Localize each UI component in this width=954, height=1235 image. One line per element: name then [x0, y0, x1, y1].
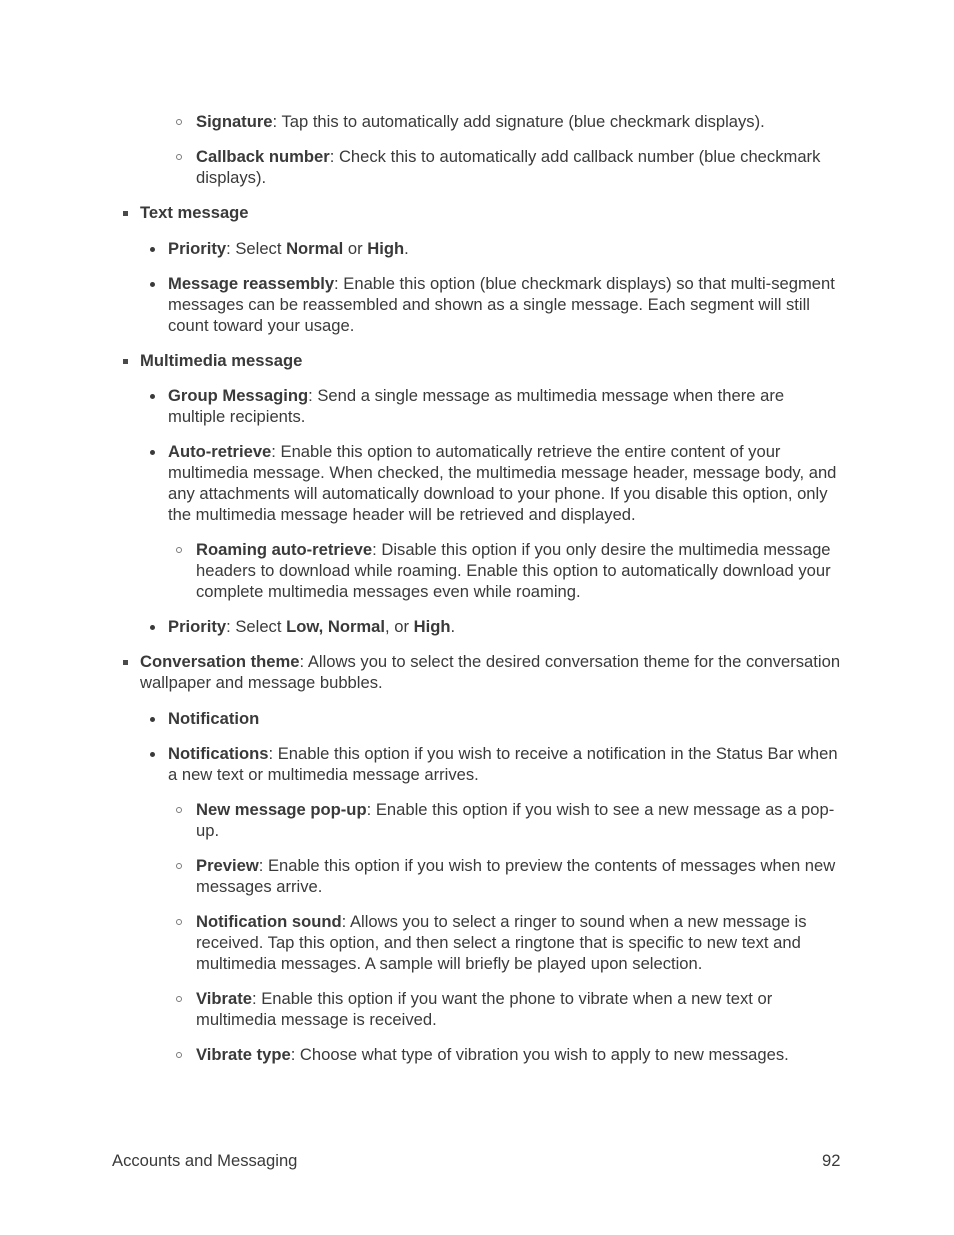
hollow-circle-bullet-icon — [176, 996, 182, 1002]
description-text: : Enable this option if you wish to see a new message as a pop-up. — [196, 800, 835, 840]
bold-term: Text message — [140, 203, 249, 222]
list-item-text — [196, 111, 842, 132]
list-item-text — [196, 539, 842, 602]
list-item-text — [196, 911, 842, 974]
description-text: : Choose what type of vibration you wish to apply to new messages. — [290, 1045, 789, 1064]
bold-term: Notification — [168, 709, 260, 728]
round-bullet-icon — [150, 394, 155, 399]
round-bullet-icon — [150, 752, 155, 757]
bold-term: Group Messaging — [168, 386, 309, 405]
hollow-circle-bullet-icon — [176, 154, 182, 160]
list-item — [140, 350, 842, 371]
round-bullet-icon — [150, 282, 155, 287]
list-item — [140, 202, 842, 223]
bold-term: High — [367, 239, 405, 258]
list-item-text — [168, 708, 842, 729]
bold-term: Multimedia message — [140, 351, 303, 370]
bold-term: New message pop-up — [196, 800, 367, 819]
list-item — [196, 111, 842, 132]
list-item — [196, 539, 842, 602]
list-item-text — [196, 988, 842, 1030]
square-bullet-icon — [123, 211, 128, 216]
list-item-text — [168, 238, 842, 259]
bold-term: Priority — [168, 617, 227, 636]
bold-term: Conversation theme — [140, 652, 300, 671]
list-item — [196, 855, 842, 897]
bold-term: Roaming auto-retrieve — [196, 540, 373, 559]
description-text: : Select — [226, 617, 287, 636]
description-text: , or — [385, 617, 414, 636]
hollow-circle-bullet-icon — [176, 119, 182, 125]
description-text: : Enable this option if you wish to preview the contents of messages when new messages arrive. — [196, 856, 836, 896]
hollow-circle-bullet-icon — [176, 807, 182, 813]
square-bullet-icon — [123, 359, 128, 364]
description-text: : Check this to automatically add callback number (blue checkmark displays). — [196, 147, 821, 187]
list-item — [196, 911, 842, 974]
description-text: : Enable this option if you want the phone to vibrate when a new text or multimedia message is received. — [196, 989, 773, 1029]
description-text: : Enable this option (blue checkmark displays) so that multi-segment messages can be reassembled and shown as a single message. Each segment will still count toward your usage. — [168, 274, 835, 335]
hollow-circle-bullet-icon — [176, 863, 182, 869]
description-text: : Allows you to select the desired conversation theme for the conversation wallpaper and message bubbles. — [140, 652, 841, 692]
list-item-text — [168, 385, 842, 427]
list-item — [168, 238, 842, 259]
description-text: . — [450, 617, 456, 636]
list-item — [196, 988, 842, 1030]
description-text: : Tap this to automatically add signature (blue checkmark displays). — [272, 112, 765, 131]
bold-term: Notification sound — [196, 912, 342, 931]
hollow-circle-bullet-icon — [176, 1052, 182, 1058]
hollow-circle-bullet-icon — [176, 919, 182, 925]
list-item-text — [196, 1044, 842, 1065]
list-item-text — [196, 855, 842, 897]
bold-term: Callback number — [196, 147, 330, 166]
list-item-text — [196, 146, 842, 188]
bold-term: Auto-retrieve — [168, 442, 272, 461]
bold-term: Vibrate — [196, 989, 252, 1008]
description-text: . — [404, 239, 409, 258]
description-text: : Send a single message as multimedia message when there are multiple recipients. — [168, 386, 785, 426]
list-item-text — [140, 651, 842, 693]
list-item-text — [168, 743, 842, 785]
description-text: : Select — [226, 239, 287, 258]
hollow-circle-bullet-icon — [176, 547, 182, 553]
bold-term: Signature — [196, 112, 273, 131]
list-item — [168, 616, 842, 637]
list-item-text — [140, 350, 842, 371]
list-item — [168, 385, 842, 427]
bold-term: Low, Normal — [286, 617, 386, 636]
description-text: or — [343, 239, 368, 258]
list-item — [196, 146, 842, 188]
bold-term: High — [413, 617, 451, 636]
bold-term: Preview — [196, 856, 259, 875]
list-item-text — [168, 441, 842, 525]
list-item-text — [196, 799, 842, 841]
description-text: : Allows you to select a ringer to sound when a new message is received. Tap this option, and then select a ringtone that is specific to new text and multimedia messages. A sample will briefly be played upon selection. — [196, 912, 807, 973]
description-text: : Enable this option to automatically retrieve the entire content of your multimedia message. When checked, the multimedia message header, message body, and any attachments will automatically download to your phone. If you disable this option, only the multimedia message header will be retrieved and displayed. — [168, 442, 837, 524]
bold-term: Notifications — [168, 744, 269, 763]
footer-section-title: Accounts and Messaging — [112, 1151, 298, 1170]
round-bullet-icon — [150, 625, 155, 630]
description-text: : Enable this option if you wish to receive a notification in the Status Bar when a new text or multimedia message arrives. — [168, 744, 838, 784]
list-item-text — [168, 273, 842, 336]
square-bullet-icon — [123, 660, 128, 665]
round-bullet-icon — [150, 450, 155, 455]
round-bullet-icon — [150, 717, 155, 722]
bold-term: Vibrate type — [196, 1045, 291, 1064]
list-item — [168, 273, 842, 336]
bold-term: Priority — [168, 239, 227, 258]
list-item — [196, 1044, 842, 1065]
description-text: : Disable this option if you only desire the multimedia message headers to download while roaming. Enable this option to automatically download your complete multimedia messages even while roaming. — [196, 540, 831, 601]
list-item-text — [140, 202, 842, 223]
list-item-text — [168, 616, 842, 637]
list-item — [140, 651, 842, 693]
list-item — [168, 708, 842, 729]
round-bullet-icon — [150, 247, 155, 252]
list-item — [168, 743, 842, 785]
list-item — [168, 441, 842, 525]
list-item — [196, 799, 842, 841]
footer-page-number: 92 — [822, 1151, 841, 1170]
bold-term: Message reassembly — [168, 274, 335, 293]
bold-term: Normal — [286, 239, 344, 258]
